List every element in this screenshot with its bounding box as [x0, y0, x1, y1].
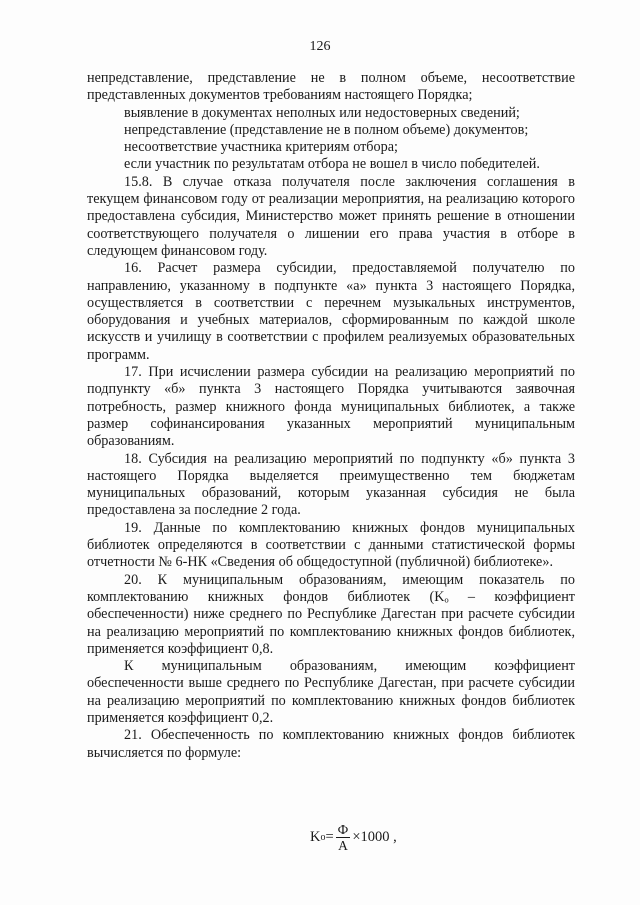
paragraph: 18. Субсидия на реализацию мероприятий по подпункту «б» пункта 3 настоящего Порядка выделяется преимущественно тем бюджетам муниципальных образований, которым указанная субсидия не была предоставлена за последние 2 года. — [87, 450, 575, 519]
formula-denominator: А — [338, 838, 348, 853]
paragraph: К муниципальным образованиям, имеющим коэффициент обеспеченности выше среднего по Республике Дагестан, при расчете субсидии на реализацию мероприятий по комплектованию книжных фондов библиотек применяется коэффициент 0,2. — [87, 658, 575, 726]
formula-lhs-subscript: о — [320, 832, 326, 843]
formula-rhs: ×1000 , — [352, 829, 397, 845]
paragraph: 19. Данные по комплектованию книжных фондов муниципальных библиотек определяются в соответствии с данными статистической формы отчетности № 6-НК «Сведения об общедоступной (публичной) библиотеке». — [87, 519, 575, 571]
paragraph: 16. Расчет размера субсидии, предоставляемой получателю по направлению, указанному в подпункте «а» пункта 3 настоящего Порядка, осуществляется в соответствии с перечнем музыкальных инструментов, оборудования и учебных материалов, сформированным по каждой школе искусств и училищу в соответствии с профилем реализуемых образовательных программ. — [87, 260, 575, 363]
paragraph: непредставление, представление не в полном объеме, несоответствие представленных документов требованиям настоящего Порядка; — [87, 70, 575, 104]
formula-numerator: Ф — [337, 822, 349, 837]
paragraph: несоответствие участника критериям отбора; — [124, 139, 398, 156]
paragraph: 20. К муниципальным образованиям, имеющим показатель по комплектованию книжных фондов библиотек (Kₒ – коэффициент обеспеченности) ниже среднего по Республике Дагестан при расчете субсидии на реализацию мероприятий по комплектованию книжных фондов библиотек, применяется коэффициент 0,8. — [87, 571, 575, 657]
formula-lhs: K — [310, 829, 321, 845]
formula-equals: = — [325, 829, 334, 845]
paragraph: непредставление (представление не в полном объеме) документов; — [124, 121, 529, 138]
paragraph: 21. Обеспеченность по комплектованию книжных фондов библиотек вычисляется по формуле: — [87, 727, 575, 761]
formula — [310, 822, 397, 853]
formula-fraction — [336, 822, 351, 853]
document-body — [87, 70, 575, 762]
page-number: 126 — [309, 39, 331, 54]
paragraph: если участник по результатам отбора не вошел в число победителей. — [124, 156, 540, 173]
paragraph: 17. При исчислении размера субсидии на реализацию мероприятий по подпункту «б» пункта 3 настоящего Порядка учитываются заявочная потребность, размер книжного фонда муниципальных библиотек, а также размер софинансирования указанных мероприятий муниципальным образованиям. — [87, 364, 575, 450]
paragraph: выявление в документах неполных или недостоверных сведений; — [124, 104, 520, 121]
paragraph: 15.8. В случае отказа получателя после заключения соглашения в текущем финансовом году от реализации мероприятия, на реализацию которого предоставлена субсидия, Министерство может принять решение в отношении соответствующего получателя о лишении его права участия в отборе в следующем финансовом году. — [87, 173, 575, 259]
